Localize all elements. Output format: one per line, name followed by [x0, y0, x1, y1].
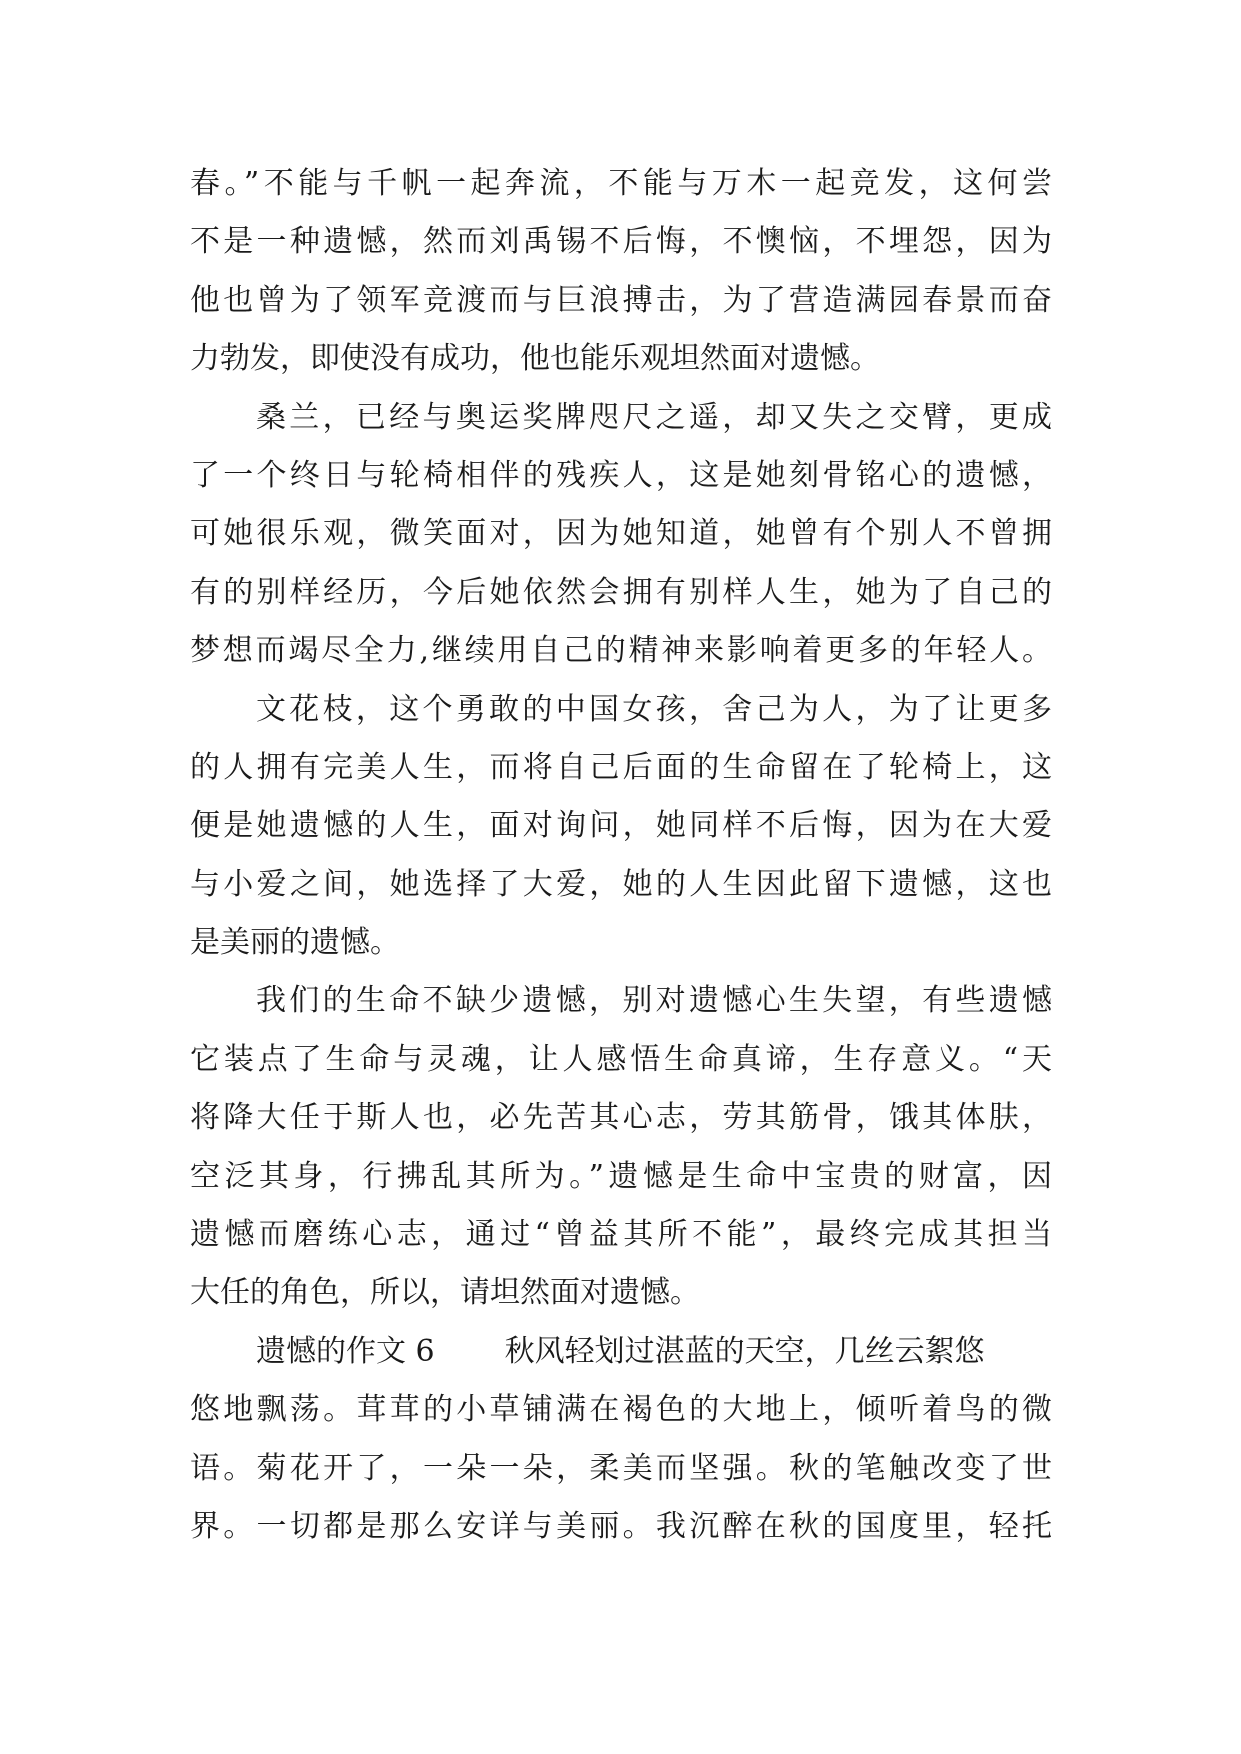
text-line: 是美丽的遗憾。: [190, 925, 400, 961]
text-line: 遗憾而磨练心志，通过“曾益其所不能”，最终完成其担当: [190, 1217, 1052, 1253]
text-line: 界。一切都是那么安详与美丽。我沉醉在秋的国度里，轻托: [190, 1508, 1052, 1544]
text-line: 悠地飘荡。茸茸的小草铺满在褐色的大地上，倾听着鸟的微: [190, 1392, 1052, 1428]
section-title: 遗憾的作文 6: [256, 1333, 435, 1369]
text-line: 便是她遗憾的人生，面对询问，她同样不后悔，因为在大爱: [190, 808, 1052, 844]
text-line: 不是一种遗憾，然而刘禹锡不后悔，不懊恼，不埋怨，因为: [190, 224, 1052, 260]
text-line: 梦想而竭尽全力,继续用自己的精神来影响着更多的年轻人。: [190, 633, 1052, 669]
text-line: 可她很乐观，微笑面对，因为她知道，她曾有个别人不曾拥: [190, 516, 1052, 552]
text-line: 的人拥有完美人生，而将自己后面的生命留在了轮椅上，这: [190, 749, 1052, 785]
text-line: 桑兰，已经与奥运奖牌咫尺之遥，却又失之交臂，更成: [256, 399, 1052, 435]
text-line: 它装点了生命与灵魂，让人感悟生命真谛，生存意义。“天: [190, 1041, 1052, 1077]
text-line: 了一个终日与轮椅相伴的残疾人，这是她刻骨铭心的遗憾，: [190, 457, 1052, 493]
text-line: 春。”不能与千帆一起奔流，不能与万木一起竞发，这何尝: [190, 166, 1052, 201]
text-line: 力勃发，即使没有成功，他也能乐观坦然面对遗憾。: [190, 341, 880, 377]
body-text: [190, 155, 1052, 1556]
text-line: 他也曾为了领军竞渡而与巨浪搏击，为了营造满园春景而奋: [190, 282, 1052, 318]
text-line: 有的别样经历，今后她依然会拥有别样人生，她为了自己的: [190, 574, 1052, 610]
text-line: 与小爱之间，她选择了大爱，她的人生因此留下遗憾，这也: [190, 866, 1052, 902]
text-line: 将降大任于斯人也，必先苦其心志，劳其筋骨，饿其体肤，: [190, 1100, 1052, 1136]
text-line: 大任的角色，所以，请坦然面对遗憾。: [190, 1275, 700, 1311]
text-line: 文花枝，这个勇敢的中国女孩，舍己为人，为了让更多: [256, 691, 1052, 727]
text-line: 空泛其身，行拂乱其所为。”遗憾是生命中宝贵的财富，因: [190, 1158, 1052, 1194]
text-line: 我们的生命不缺少遗憾，别对遗憾心生失望，有些遗憾: [256, 983, 1052, 1019]
text-line: 语。菊花开了，一朵一朵，柔美而坚强。秋的笔触改变了世: [190, 1450, 1052, 1486]
section-first-text: 秋风轻划过湛蓝的天空，几丝云絮悠: [504, 1333, 985, 1369]
section-heading-line: [190, 1323, 1052, 1381]
